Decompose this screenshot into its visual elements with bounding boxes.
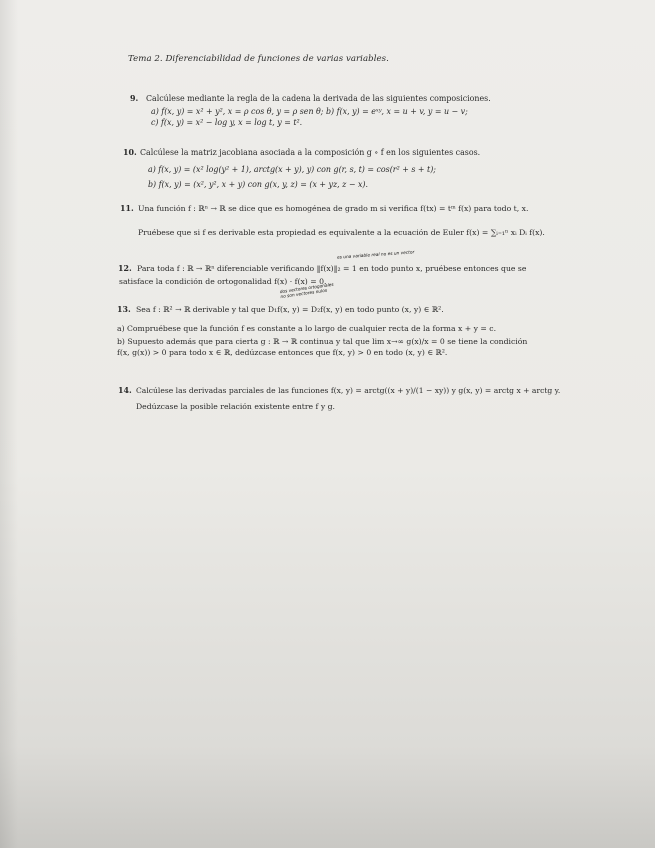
problem-number: 14. [118,386,132,395]
problem-number: 13. [117,305,131,314]
problem-statement: Sea f : ℝ² → ℝ derivable y tal que D₁f(x, y) = D₂f(x, y) en todo punto (x, y) ∈ ℝ². [136,305,444,314]
problem-statement: Calcúlese mediante la regla de la cadena la derivada de las siguientes composiciones. [146,94,491,103]
problem-statement: Dedúzcase la posible relación existente entre f y g. [136,402,335,411]
problem-statement: Calcúlese las derivadas parciales de las funciones f(x, y) = arctg((x + y)/(1 − xy)) y g(x, y) = arctg x + arctg y. [136,386,561,395]
problem-item: b) f(x, y) = (x², y², x + y) con g(x, y, z) = (x + yz, z − x). [148,180,368,189]
problem-statement: Una función f : ℝⁿ → ℝ se dice que es homogénea de grado m si verifica f(tx) = tᵐ f(x) para todo t, x. [138,204,529,213]
problem-statement: satisface la condición de ortogonalidad f(x) · f(x) = 0. [119,277,327,286]
problem-number: 11. [120,204,134,213]
problem-item: c) f(x, y) = x² − log y, x = log t, y = t². [151,118,303,127]
handwritten-note: es una variable real no es un vector [336,250,415,261]
page-header: Tema 2. Diferenciabilidad de funciones de varias variables. [128,54,389,64]
problem-statement: Calcúlese la matriz jacobiana asociada a la composición g ∘ f en los siguientes casos. [140,148,481,157]
problem-statement: Pruébese que si f es derivable esta propiedad es equivalente a la ecuación de Euler f(x) = ∑ᵢ₌₁ⁿ xᵢ Dᵢ f(x). [138,228,545,237]
problem-item: b) Supuesto además que para cierta g : ℝ → ℝ continua y tal que lim x→∞ g(x)/x = 0 se tiene la condición [117,337,528,346]
problem-item: a) Compruébese que la función f es constante a lo largo de cualquier recta de la forma x + y = c. [117,324,497,333]
problem-item: f(x, g(x)) > 0 para todo x ∈ ℝ, dedúzcase entonces que f(x, y) > 0 en todo (x, y) ∈ ℝ². [117,348,448,357]
problem-item: a) f(x, y) = x² + y², x = ρ cos θ, y = ρ sen θ; b) f(x, y) = eˣʸ, x = u + v, y = u − v; [151,107,468,116]
problem-number: 10. [123,148,137,157]
problem-item: a) f(x, y) = (x² log(y² + 1), arctg(x + y), y) con g(r, s, t) = cos(r² + s + t); [148,165,436,174]
problem-number: 9. [130,94,139,103]
problem-statement: Para toda f : ℝ → ℝⁿ diferenciable verificando ‖f(x)‖₂ = 1 en todo punto x, pruébese entonces que se [137,264,527,273]
problem-number: 12. [118,264,132,273]
handwritten-note: dos vectores ortogonales no son vectores nulos [279,282,335,300]
